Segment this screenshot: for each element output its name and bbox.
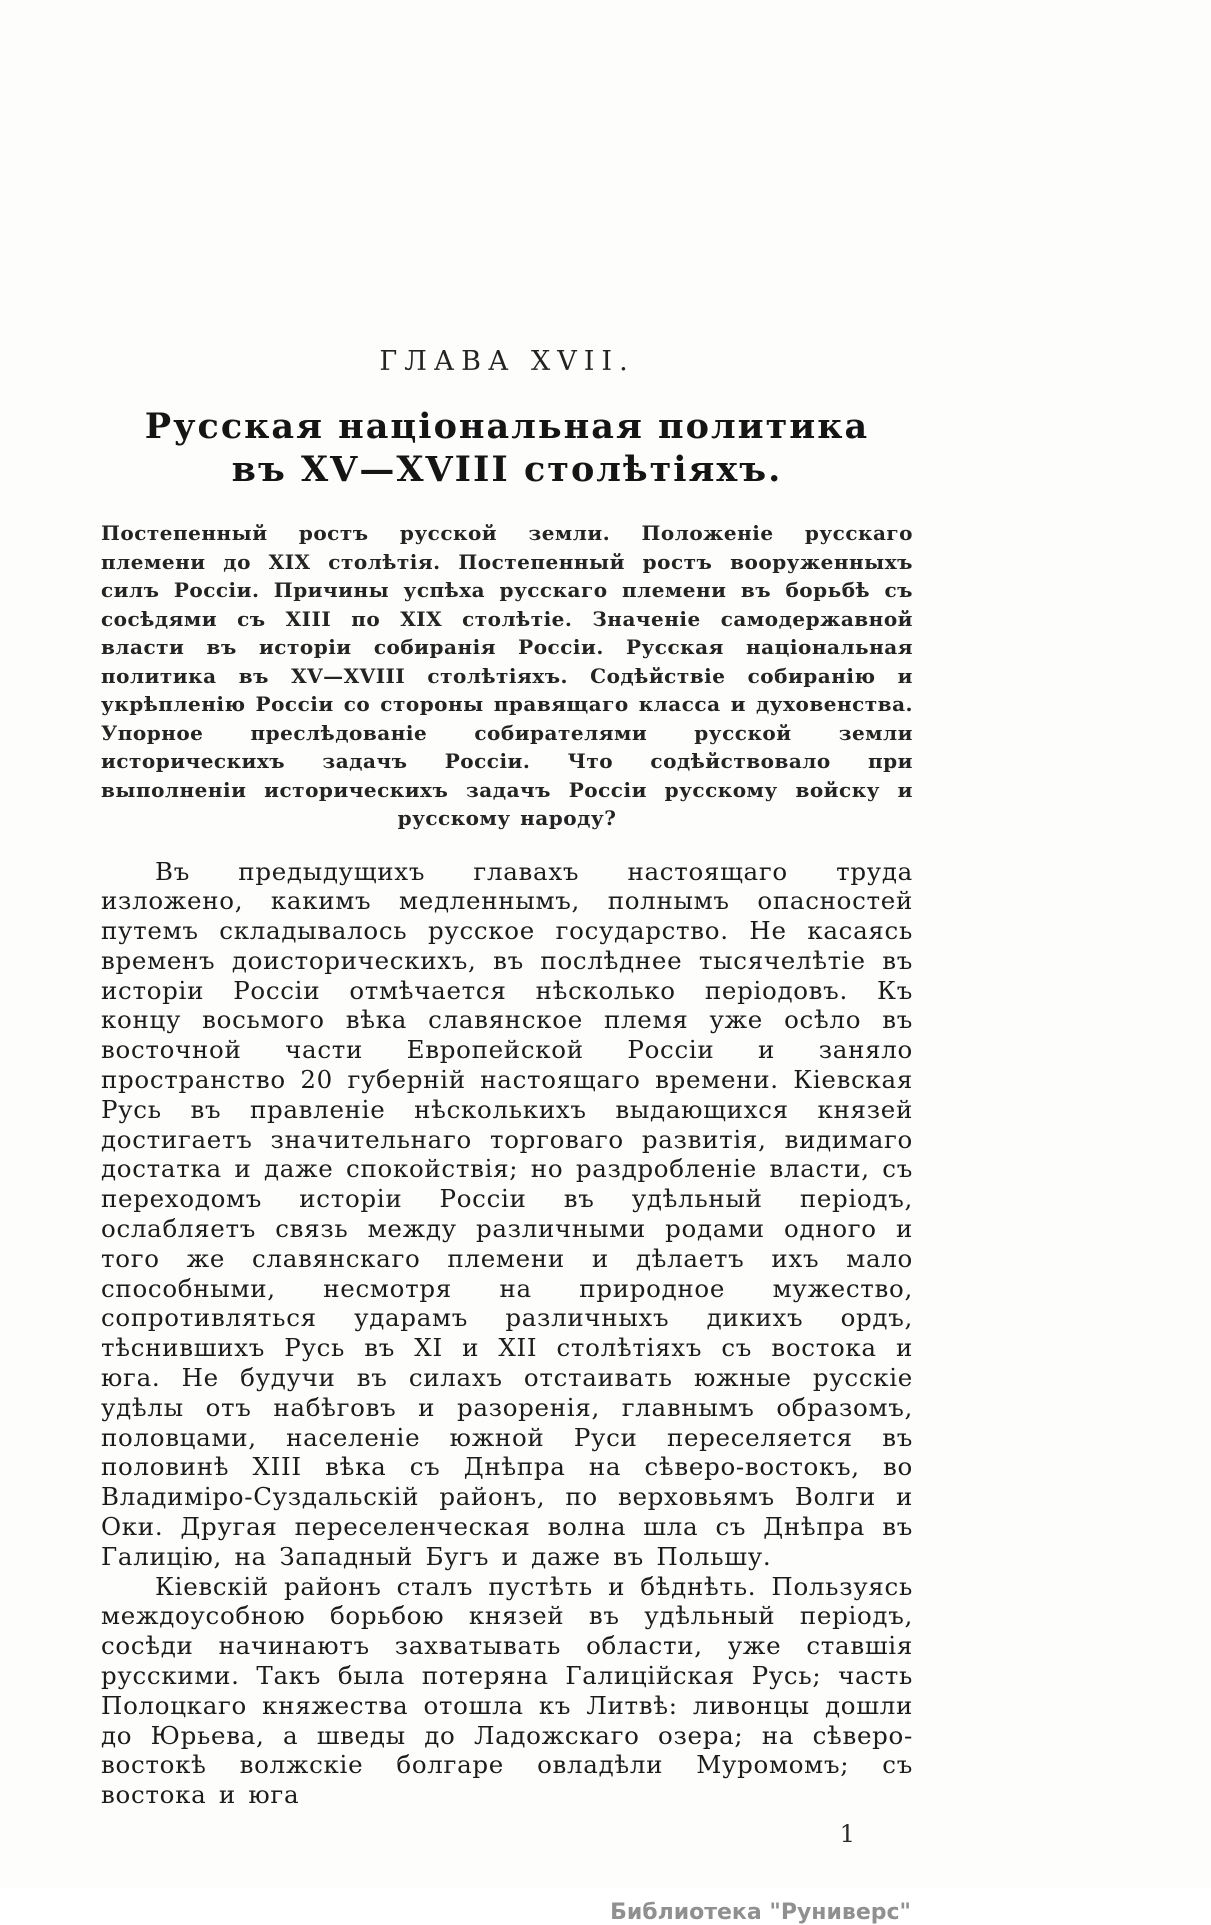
paragraph: Въ предыдущихъ главахъ настоящаго труда изложено, какимъ медленнымъ, полнымъ опасностей путемъ складывалось русское государство. Не касаясь временъ доисторическихъ, въ послѣднее тысячелѣтіе въ исторіи Россіи отмѣчается нѣсколько періодовъ. Къ концу восьмого вѣка славянское племя уже осѣло въ восточной части Европейской Россіи и заняло пространство 20 губерній настоящаго времени. Кіевская Русь въ правленіе нѣсколькихъ выдающихся князей достигаетъ значительнаго торговаго развитія, видимаго достатка и даже спокойствія; но раздробленіе власти, съ переходомъ исторіи Россіи въ удѣльный періодъ, ослабляетъ связь между различными родами одного и того же славянскаго племени и дѣлаетъ ихъ мало способными, несмотря на природное мужество, сопротивляться ударамъ различныхъ дикихъ ордъ, тѣснившихъ Русь въ XI и XII столѣтіяхъ съ востока и юга. Не будучи въ силахъ отстаивать южные русскіе удѣлы отъ набѣговъ и разоренія, главнымъ образомъ, половцами, населеніе южной Руси переселяется въ половинѣ XIII вѣка съ Днѣпра на сѣверо-востокъ, во Владиміро-Суздальскій районъ, по верховьямъ Волги и Оки. Другая переселенческая волна шла съ Днѣпра въ Галицію, на Западный Бугъ и даже въ Польшу.	[101, 856, 913, 1571]
chapter-title: ГЛАВА XVII.	[379, 346, 635, 377]
page-title-line-1: Русская національная политика	[144, 406, 870, 447]
page-number: 1	[839, 1820, 855, 1848]
page-content	[101, 348, 913, 1925]
body-text	[101, 857, 913, 1811]
chapter-summary: Постепенный ростъ русской земли. Положеніе русскаго племени до XIX столѣтія. Постепенный ростъ вооруженныхъ силъ Россіи. Причины успѣха русскаго племени въ борьбѣ съ сосѣдями съ XIII по XIX столѣтіе. Значеніе самодержавной власти въ исторіи собиранія Россіи. Русская національная политика въ XV—XVIII столѣтіяхъ. Содѣйствіе собиранію и укрѣпленію Россіи со стороны правящаго класса и духовенства. Упорное преслѣдованіе собирателями русской земли историческихъ задачъ Россіи. Что содѣйствовало при выполненіи историческихъ задачъ Россіи русскому войску и русскому народу?	[101, 521, 913, 830]
page-title	[101, 405, 913, 491]
paragraph: Кіевскій районъ сталъ пустѣть и бѣднѣть. Пользуясь междоусобною борьбою князей въ удѣльный періодъ, сосѣди начинаютъ захватывать области, уже ставшія русскими. Такъ была потеряна Галиційская Русь; часть Полоцкаго княжества отошла къ Литвѣ: ливонцы дошли до Юрьева, а шведы до Ладожскаго озера; на сѣверо-востокѣ волжскіе болгаре овладѣли Муромомъ; съ востока и юга	[101, 1571, 913, 1810]
library-watermark: Библиотека "Руниверс"	[610, 1900, 911, 1925]
page-title-line-2: въ XV—XVIII столѣтіяхъ.	[231, 449, 783, 490]
